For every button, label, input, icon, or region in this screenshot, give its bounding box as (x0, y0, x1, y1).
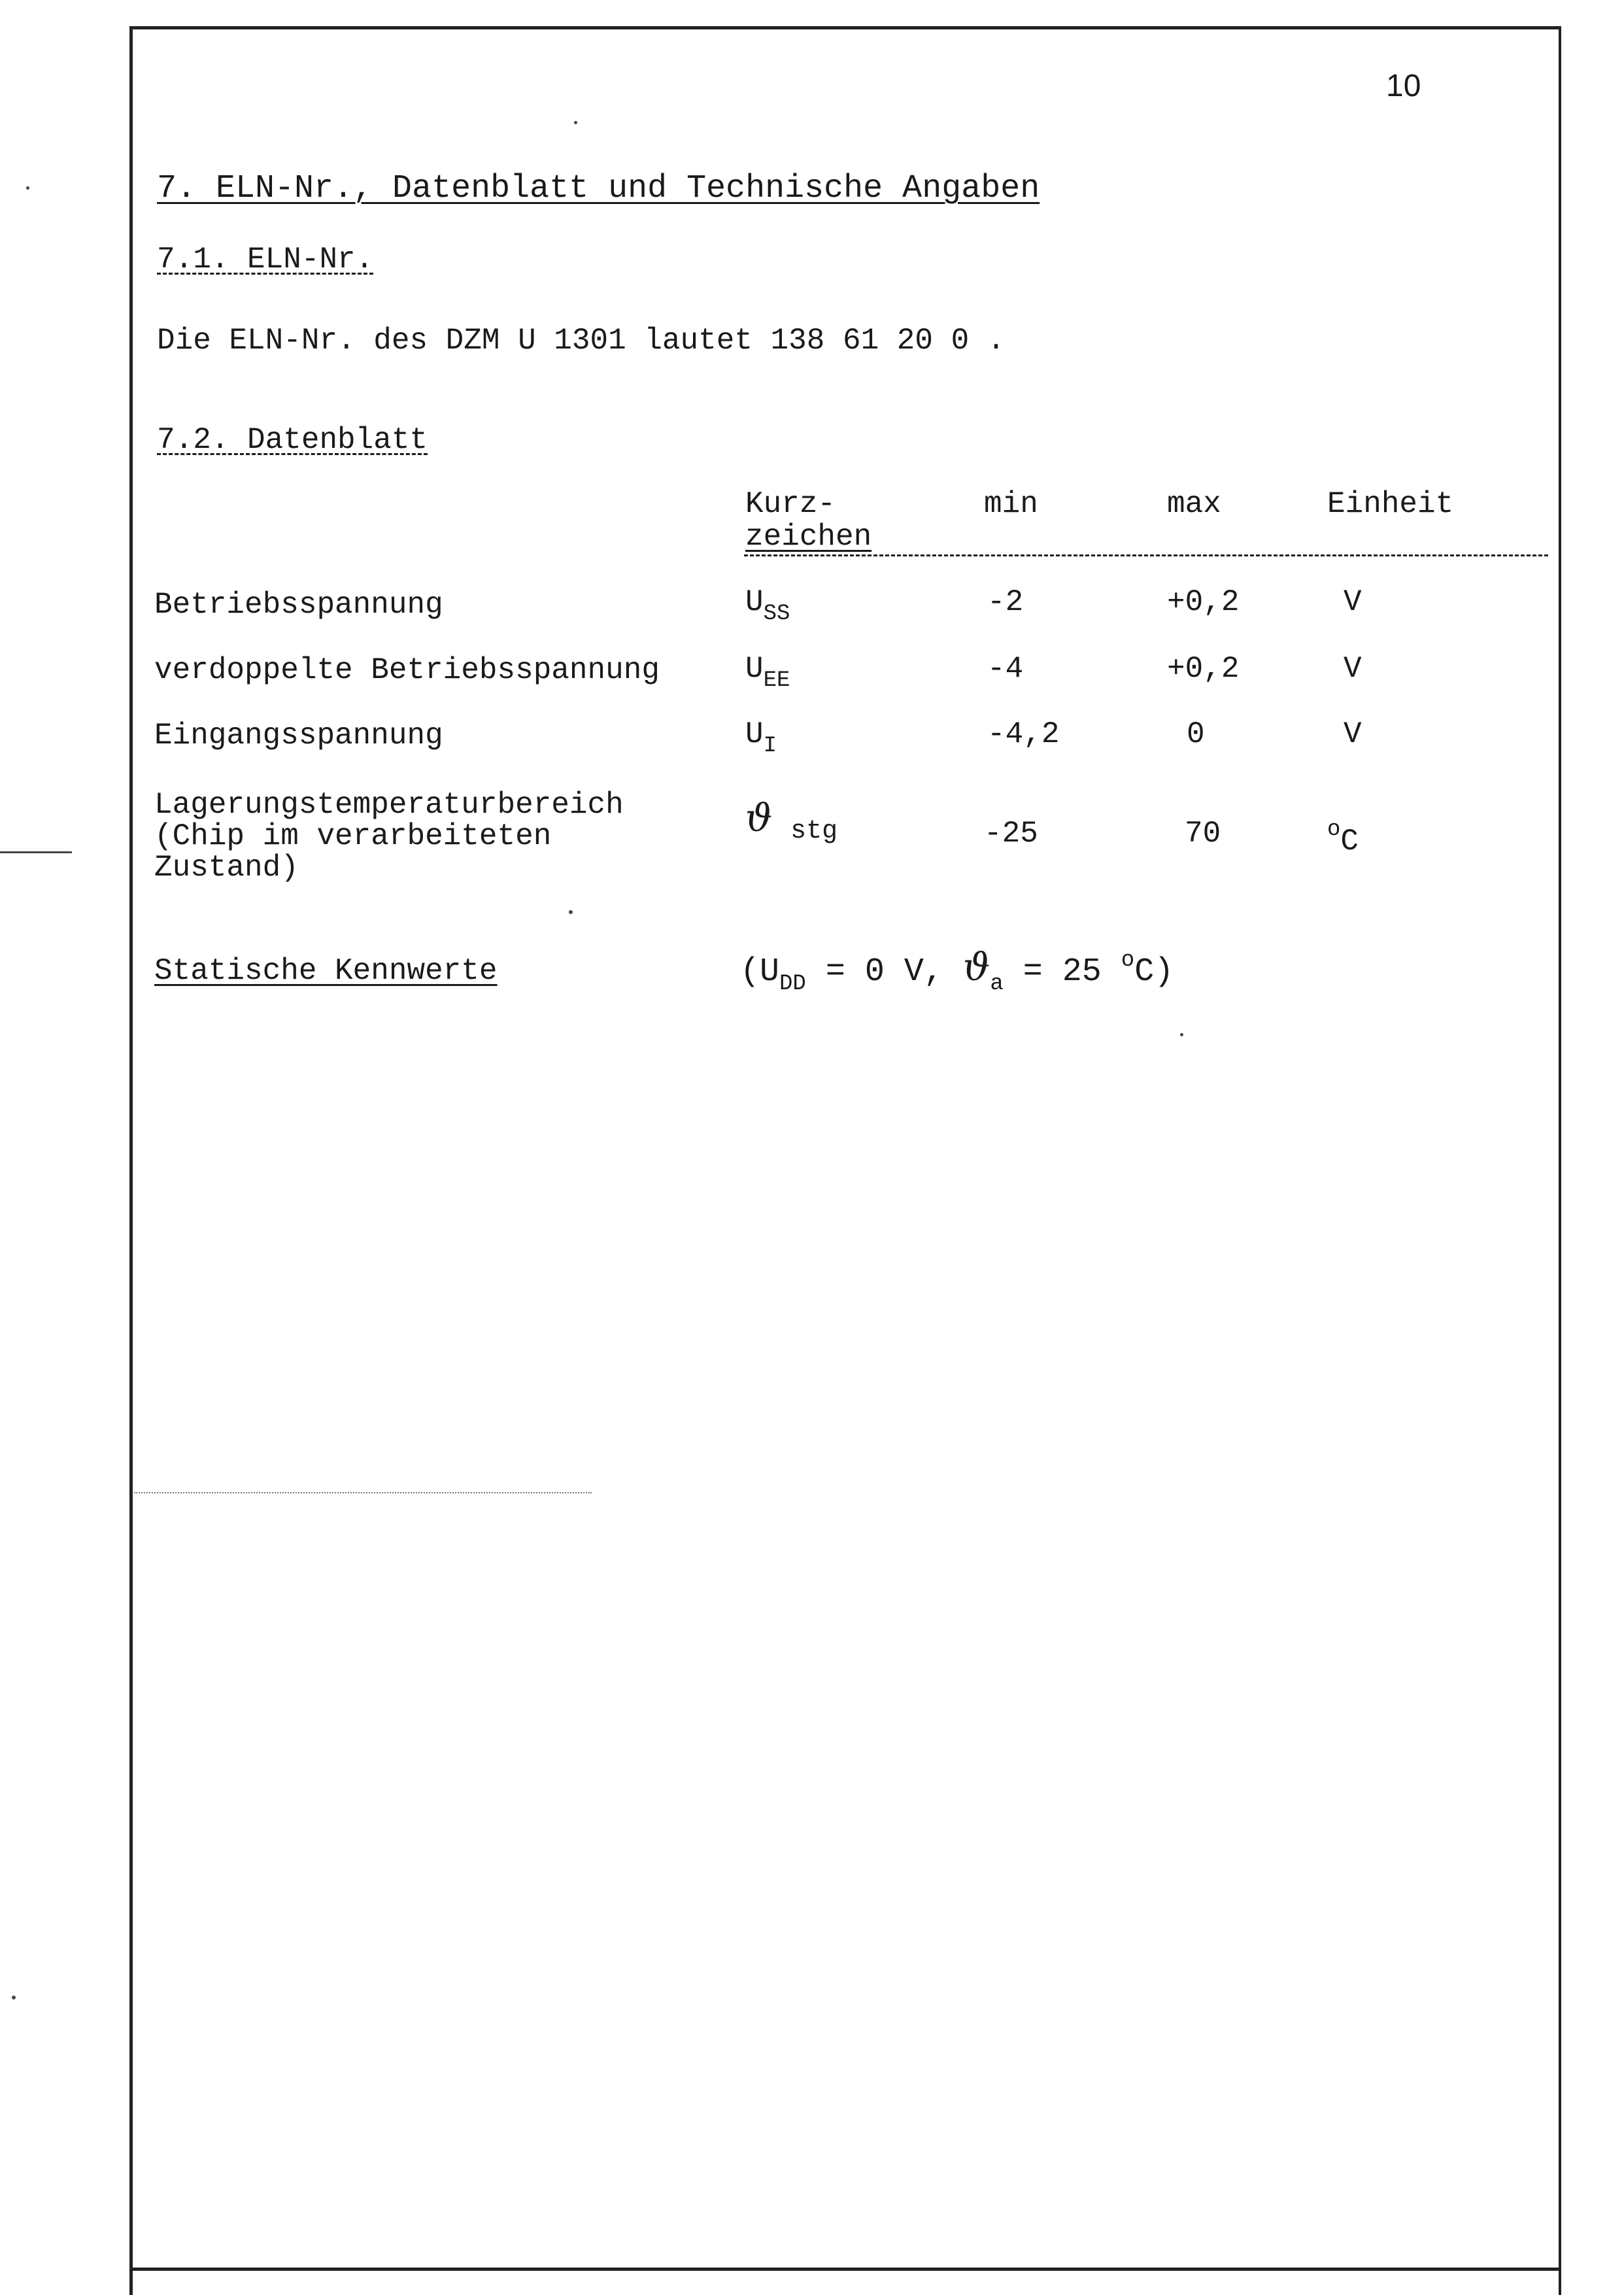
col-header-max: max (1167, 487, 1221, 521)
page-frame (129, 26, 1561, 2295)
row-min-uee: -4 (987, 652, 1024, 686)
col-header-unit: Einheit (1327, 487, 1454, 521)
row-symbol-theta-stg: ϑ stg (745, 796, 838, 846)
scan-line-left (0, 851, 72, 853)
row-unit-uee: V (1344, 652, 1362, 686)
table-header-rule (744, 554, 1548, 556)
scan-speck (12, 1996, 16, 1999)
row-min-ui: -4,2 (987, 717, 1060, 751)
row-max-uss: +0,2 (1167, 585, 1240, 619)
scan-speck (569, 910, 573, 914)
row-max-tstg: 70 (1185, 817, 1221, 851)
row-max-uee: +0,2 (1167, 652, 1240, 686)
section-heading: 7. ELN-Nr., Datenblatt und Technische Angaben (157, 170, 1040, 207)
page-frame-bottom (129, 2268, 1561, 2271)
scan-speck (1180, 1033, 1183, 1036)
eln-statement: Die ELN-Nr. des DZM U 1301 lautet 138 61 20 0 . (157, 324, 1006, 358)
row-max-ui: 0 (1187, 717, 1205, 751)
scan-speck (26, 186, 29, 190)
page-number: 10 (1386, 69, 1421, 103)
col-header-min: min (984, 487, 1038, 521)
row-param-storage-temp-line1: Lagerungstemperaturbereich (154, 788, 624, 822)
row-symbol-ui: $U_I$ (745, 717, 777, 758)
row-min-uss: -2 (987, 585, 1024, 619)
row-param-input-voltage: Eingangsspannung (154, 719, 443, 753)
subsection-heading-datasheet: 7.2. Datenblatt (157, 423, 428, 457)
scan-line-mid (134, 1492, 592, 1493)
row-unit-tstg: $^o$C (1327, 817, 1359, 858)
row-symbol-uss: $U_{SS}$ (745, 585, 790, 626)
scan-speck (574, 121, 577, 124)
subsection-heading-eln: 7.1. ELN-Nr. (157, 243, 374, 277)
static-characteristics-heading: Statische Kennwerte (154, 954, 498, 988)
row-symbol-uee: $U_{EE}$ (745, 652, 790, 693)
row-param-storage-temp-line3: Zustand) (154, 851, 299, 885)
row-unit-ui: V (1344, 717, 1362, 751)
static-test-conditions: ($U_{DD} = 0$ V, $ϑ_a = 25$ $^o$C) (740, 945, 1174, 996)
row-param-operating-voltage: Betriebsspannung (154, 588, 443, 622)
col-header-symbol-line1: Kurz- (745, 487, 836, 521)
row-param-storage-temp-line2: (Chip im verarbeiteten (154, 819, 552, 853)
row-min-tstg: -25 (984, 817, 1038, 851)
row-unit-uss: V (1344, 585, 1362, 619)
col-header-symbol-line2: zeichen (745, 520, 872, 554)
row-param-doubled-voltage: verdoppelte Betriebsspannung (154, 653, 660, 687)
